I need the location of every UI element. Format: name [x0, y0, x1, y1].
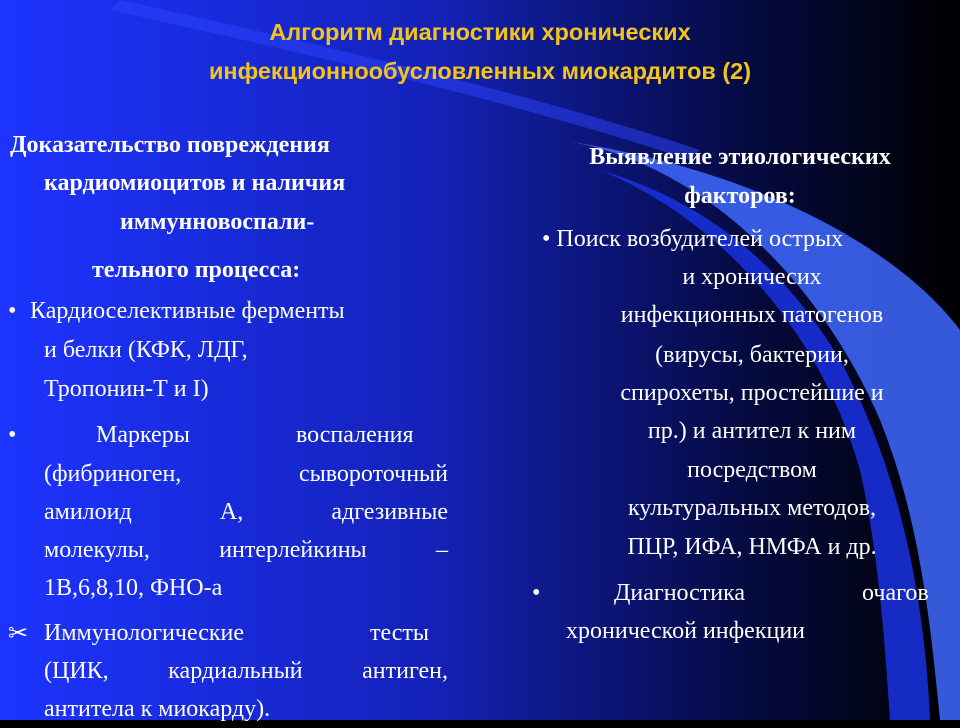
- right-bullet1-line-6: пр.) и антител к ним: [647, 418, 857, 444]
- left-bullet1-line-3: Тропонин-Т и I): [44, 376, 209, 402]
- word: интерлейкины: [219, 537, 367, 563]
- right-bullet1-line-7: посредством: [687, 457, 817, 483]
- right-bullet1-line-1: • Поиск возбудителей острых: [542, 226, 844, 252]
- right-bullet2-line-2: хронической инфекции: [566, 618, 806, 644]
- left-heading-line-4: тельного процесса:: [92, 257, 301, 283]
- right-heading-line-1: Выявление этиологических: [589, 144, 891, 170]
- word: антиген,: [362, 658, 448, 684]
- left-bullet3-word-1: Иммунологические: [44, 620, 245, 646]
- right-bullet2-word-1: Диагностика: [614, 580, 746, 606]
- left-heading-line-1: Доказательство повреждения: [10, 132, 330, 158]
- word: сывороточный: [298, 461, 448, 487]
- left-bullet2-word-2: воспаления: [296, 422, 414, 448]
- word: (фибриноген,: [44, 461, 182, 487]
- right-heading-line-2: факторов:: [684, 183, 796, 209]
- slide-title-line-1: Алгоритм диагностики хронических: [269, 19, 691, 45]
- bullet-marker: •: [8, 422, 17, 448]
- word: молекулы,: [44, 537, 150, 563]
- bullet-marker: •: [8, 298, 17, 324]
- word: кардиальный: [168, 658, 303, 684]
- left-bullet2-word-1: Маркеры: [96, 422, 190, 448]
- right-bullet2-word-2: очагов: [862, 580, 929, 606]
- scissors-icon: ✂: [8, 619, 29, 647]
- left-bullet3-line-3: антитела к миокарду).: [44, 696, 271, 722]
- word: (ЦИК,: [44, 658, 109, 684]
- left-bullet2-line-4: [44, 531, 448, 569]
- right-bullet1-line-5: спирохеты, простейшие и: [620, 380, 884, 406]
- right-bullet1-line-9: ПЦР, ИФА, НМФА и др.: [627, 534, 877, 560]
- left-heading-line-2: кардиомиоцитов и наличия: [44, 170, 346, 196]
- left-bullet1-line-2: и белки (КФК, ЛДГ,: [44, 337, 248, 363]
- word: амилоид: [44, 499, 132, 525]
- word: –: [436, 537, 448, 563]
- right-bullet1-line-2: и хроничесих: [682, 264, 822, 290]
- bullet-marker: •: [532, 580, 541, 606]
- word: А,: [219, 499, 244, 525]
- left-bullet2-line-5: 1В,6,8,10, ФНО-а: [44, 575, 223, 601]
- left-bullet3-line-2: [44, 652, 448, 690]
- right-bullet1-line-8: культуральных методов,: [627, 495, 877, 521]
- left-bullet1-line-1: Кардиоселективные ферменты: [30, 298, 345, 324]
- left-bullet3-word-2: тесты: [370, 620, 430, 646]
- right-bullet1-line-3: инфекционных патогенов: [620, 302, 884, 328]
- left-bullet2-line-2: [44, 455, 448, 493]
- slide-title-line-2: инфекционнообусловленных миокардитов (2): [208, 58, 752, 84]
- left-heading-line-3: иммунновоспали-: [120, 209, 315, 235]
- right-bullet1-line-4: (вирусы, бактерии,: [655, 342, 849, 368]
- left-bullet2-line-3: [44, 493, 448, 531]
- word: адгезивные: [331, 499, 448, 525]
